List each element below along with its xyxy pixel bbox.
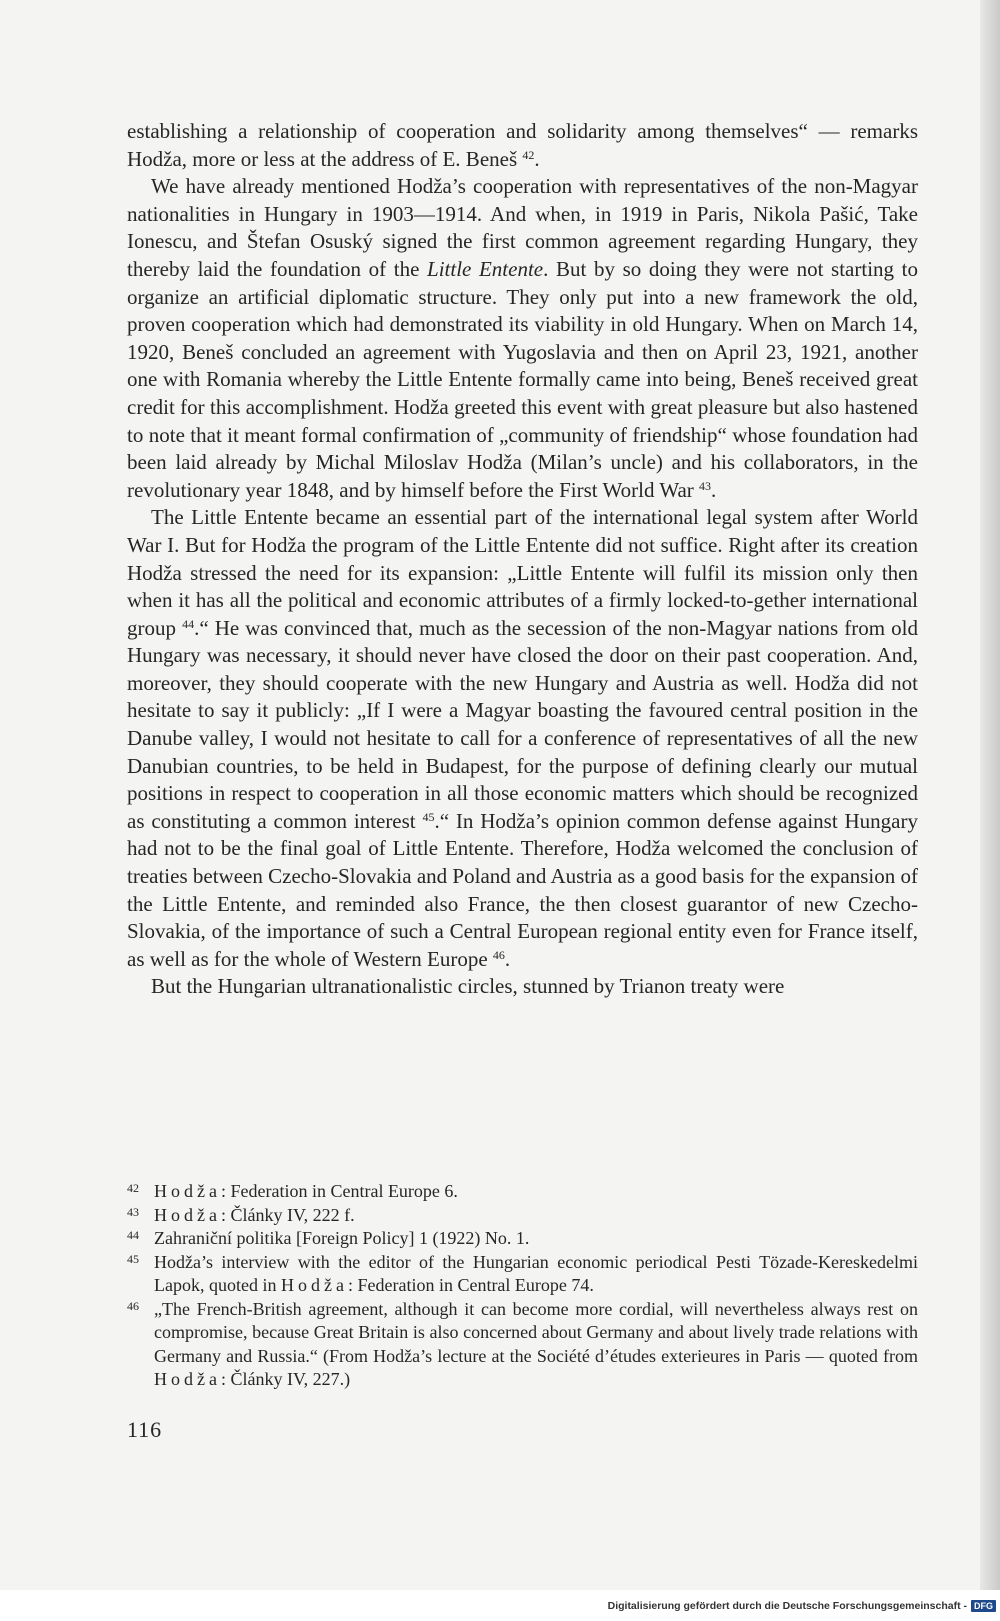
paragraph-2: We have already mentioned Hodža’s cooperation with representatives of the non-Magyar nationalities in Hungary in 1903—1914. And when, in 1919 in Paris, Nikola Pašić, Take Ionescu, and Štefan Osuský signed the first common agreement regarding Hungary, they thereby laid the foundation of the Little Entente. But by so doing they were not starting to organize an artificial diplomatic structure. They only put into a new framework the old, proven cooperation which had demonstrated its viability in old Hungary. When on March 14, 1920, Beneš concluded an agreement with Yugoslavia and then on April 23, 1921, another one with Romania whereby the Little Entente formally came into being, Beneš received great credit for this accomplishment. Hodža greeted this event with great pleasure but also hastened to note that it meant formal confirmation of „community of friendship“ whose foundation had been laid already by Michal Miloslav Hodža (Milan’s uncle) and his collaborators, in the revolutionary year 1848, and by himself before the First World War $^{43}$. [127,174,918,502]
footnote-number: 46 [127,1298,139,1313]
footnote-ref-42: 42 [522,147,535,162]
footnote-number: 42 [127,1181,139,1195]
footnote-number: 44 [127,1228,139,1242]
footnote-43: 43 Hodža: Články IV, 222 f. [127,1204,918,1228]
footnote-ref-45: 45 [422,809,435,824]
footnote-number: 43 [127,1204,139,1219]
paragraph-4: But the Hungarian ultranationalistic circles, stunned by Trianon treaty were [151,974,785,999]
footnote-ref-43: 43 [699,478,712,493]
scan-edge-shadow [980,0,1000,1590]
footnote-author: Hodža [154,1181,221,1201]
footnotes [127,1180,918,1392]
footnote-44: 44 Zahraniční politika [Foreign Policy] 1 (1922) No. 1. [127,1227,918,1251]
page-number: 116 [127,1417,163,1442]
body-text [127,118,918,1001]
digitization-credit [608,1600,996,1612]
footnote-number: 45 [127,1251,139,1266]
footnote-author: Hodža [280,1275,348,1295]
paragraph-1: establishing a relationship of cooperation and solidarity among themselves“ — remarks Hodža, more or less at the address of E. Beneš $^{42}$. [127,119,918,171]
emphasis-little-entente: Little Entente [427,256,544,281]
paragraph-3: The Little Entente became an essential part of the international legal system after World War I. But for Hodža the program of the Little Entente did not suffice. Right after its creation Hodža stressed the need for its expansion: „Little Entente will fulfil its mission only then when it has all the political and economic attributes of a firmly locked-to-gether international group $^{44}$.“ He was convinced that, much as the secession of the non-Magyar nations from old Hungary was necessary, it should never have closed the door on their past cooperation. And, moreover, they should cooperate with the new Hungary and Austria as well. Hodža did not hesitate to say it publicly: „If I were a Magyar boasting the favoured central position in the Danube valley, I would not hesitate to call for a conference of representatives of all the new Danubian countries, to be held in Budapest, for the purpose of defining clearly our mutual positions in respect to cooperation in all those economic matters which should be recognized as constituting a common interest $^{45}$.“ In Hodža’s opinion common defense against Hungary had not to be the final goal of Little Entente. Therefore, Hodža welcomed the conclusion of treaties between Czecho-Slovakia and Poland and Austria as a good basis for the expansion of the Little Entente, and reminded also France, the then closest guarantor of new Czecho-Slovakia, of the importance of such a Central European regional entity even for France itself, as well as for the whole of Western Europe $^{46}$. [127,505,919,971]
footnote-author: Hodža [154,1204,221,1225]
footnote-author: Hodža [154,1369,221,1389]
footnote-45: 45 Hodža’s interview with the editor of the Hungarian economic periodical Pesti Tözade-Kereskedelmi Lapok, quoted in Hodža: Federation in Central Europe 74. [127,1251,918,1298]
footnote-42: 42 Hodža: Federation in Central Europe 6. [127,1180,918,1204]
dfg-logo-icon: DFG [971,1600,996,1612]
footnote-ref-44: 44 [182,616,195,631]
credit-text: Digitalisierung gefördert durch die Deutsche Forschungsgemeinschaft - [607,1600,967,1612]
footnote-46: 46 „The French-British agreement, although it can become more cordial, will nevertheless always rest on compromise, because Great Britain is also concerned about Germany and about lively trade relations with Germany and Russia.“ (From Hodža’s lecture at the Société d’études exterieures in Paris — quoted from Hodža: Články IV, 227.) [127,1298,918,1392]
footnote-ref-46: 46 [492,947,505,962]
